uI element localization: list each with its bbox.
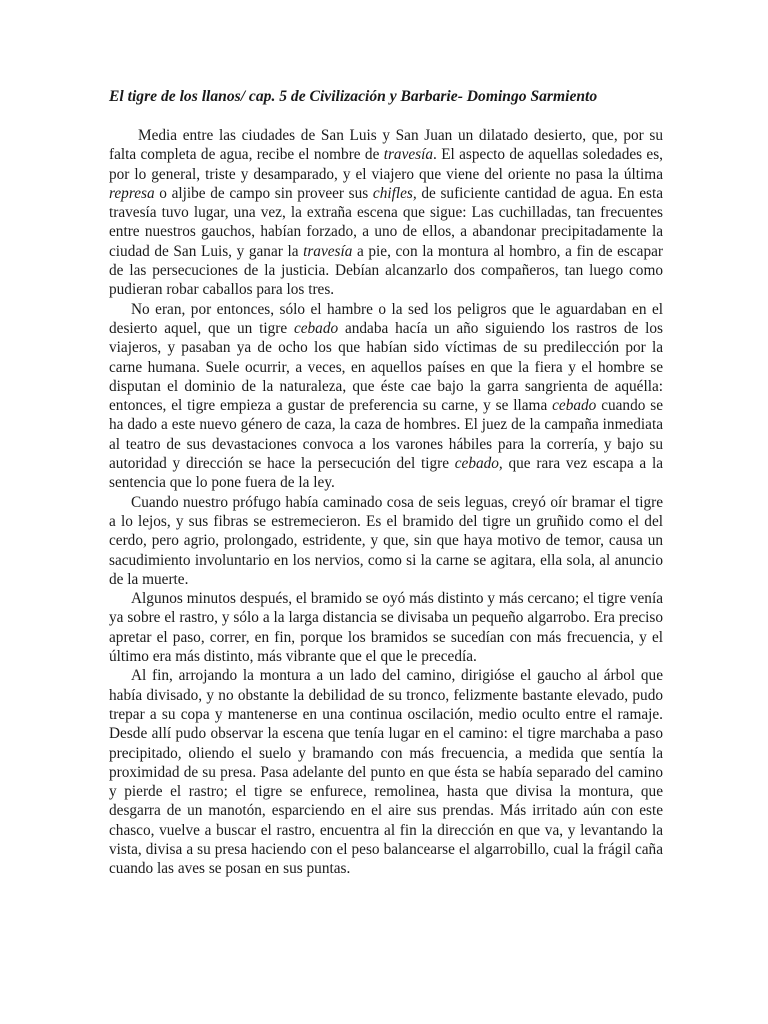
italic-term: travesía bbox=[383, 146, 434, 164]
italic-term: chifles, bbox=[372, 184, 417, 202]
italic-term: cebado, bbox=[454, 455, 503, 473]
text-run: Media entre las ciudades de San Luis y San Juan un dilatado desierto, que, por su falta completa de agua, recibe el nombre de bbox=[109, 127, 663, 164]
document-body bbox=[109, 126, 663, 879]
paragraph-3 bbox=[109, 493, 663, 589]
text-run: No eran, por entonces, sólo el hambre o la sed los peligros que le aguardaban en el desierto aquel, que un tigre bbox=[109, 300, 663, 337]
paragraph-2 bbox=[109, 300, 663, 493]
text-run: cuando se ha dado a este nuevo género de caza, la caza de hombres. El juez de la campaña inmediata al teatro de sus devastaciones convoca a los varones hábiles para la correría, y bajo su autoridad y dirección se hace la persecución del tigre bbox=[109, 397, 663, 473]
text-run: . El aspecto de aquellas soledades es, por lo general, triste y desamparado, y el viajero que viene del oriente no pasa la última bbox=[109, 146, 663, 183]
text-run: andaba hacía un año siguiendo los rastros de los viajeros, y pasaban ya de ocho los que habían sido víctimas de su predilección por la carne humana. Suele ocurrir, a veces, en aquellos países en que la fiera y el hombre se disputan el dominio de la naturaleza, que éste cae bajo la garra sangrienta de aquélla: entonces, el tigre empieza a gustar de preferencia su carne, y se llama bbox=[109, 319, 663, 415]
text-run: a pie, con la montura al hombro, a fin de escapar de las persecuciones de la justicia. Debían alcanzarlo dos compañeros, tan luego como pudieran robar caballos para los tres. bbox=[109, 242, 663, 299]
text-run: Cuando nuestro prófugo había caminado cosa de seis leguas, creyó oír bramar el tigre a lo lejos, y sus fibras se estremecieron. Es el bramido del tigre un gruñido como el del cerdo, pero agrio, prolongado, estridente, y que, sin que haya motivo de temor, causa un sacudimiento involuntario en los nervios, como si la carne se agitara, ella sola, al anuncio de la muerte. bbox=[109, 493, 663, 588]
italic-term: cebado bbox=[552, 397, 597, 415]
paragraph-5 bbox=[109, 666, 663, 878]
italic-term: represa bbox=[109, 184, 155, 202]
text-run: de suficiente cantidad de agua. En esta travesía tuvo lugar, una vez, la extraña escena que sigue: Las cuchilladas, tan frecuentes entre nuestros gauchos, habían forzado, a uno de ellos, a abandonar precipitadamente la ciudad de San Luis, y ganar la bbox=[109, 184, 663, 260]
text-run: Algunos minutos después, el bramido se oyó más distinto y más cercano; el tigre venía ya sobre el rastro, y sólo a la larga distancia se divisaba un pequeño algarrobo. Era preciso apretar el paso, correr, en fin, porque los bramidos se sucedían con más frecuencia, y el último era más distinto, más vibrante que el que le precedía. bbox=[109, 590, 663, 666]
document-title: El tigre de los llanos/ cap. 5 de Civilización y Barbarie- Domingo Sarmiento bbox=[109, 88, 598, 105]
text-run: que rara vez escapa a la sentencia que lo pone fuera de la ley. bbox=[109, 455, 663, 492]
italic-term: travesía bbox=[303, 242, 353, 260]
text-run: Al fin, arrojando la montura a un lado del camino, dirigióse el gaucho al árbol que había divisado, y no obstante la debilidad de su tronco, felizmente bastante elevado, pudo trepar a su copa y mantenerse en una continua oscilación, medio oculto entre el ramaje. Desde allí pudo observar la escena que tenía lugar en el camino: el tigre marchaba a paso precipitado, oliendo el suelo y bramando con más frecuencia, a medida que sentía la proximidad de su presa. Pasa adelante del punto en que ésta se había separado del camino y pierde el rastro; el tigre se enfurece, remolinea, hasta que divisa la montura, que desgarra de un manotón, esparciendo en el aire sus prendas. Más irritado aún con este chasco, vuelve a buscar el rastro, encuentra al fin la dirección en que va, y levantando la vista, divisa a su presa haciendo con el peso balancearse el algarrobillo, cual la frágil caña cuando las aves se posan en sus puntas. bbox=[109, 667, 663, 878]
text-run: o aljibe de campo sin proveer sus bbox=[154, 184, 373, 202]
paragraph-1 bbox=[109, 126, 663, 300]
paragraph-4 bbox=[109, 589, 663, 666]
italic-term: cebado bbox=[293, 319, 339, 337]
